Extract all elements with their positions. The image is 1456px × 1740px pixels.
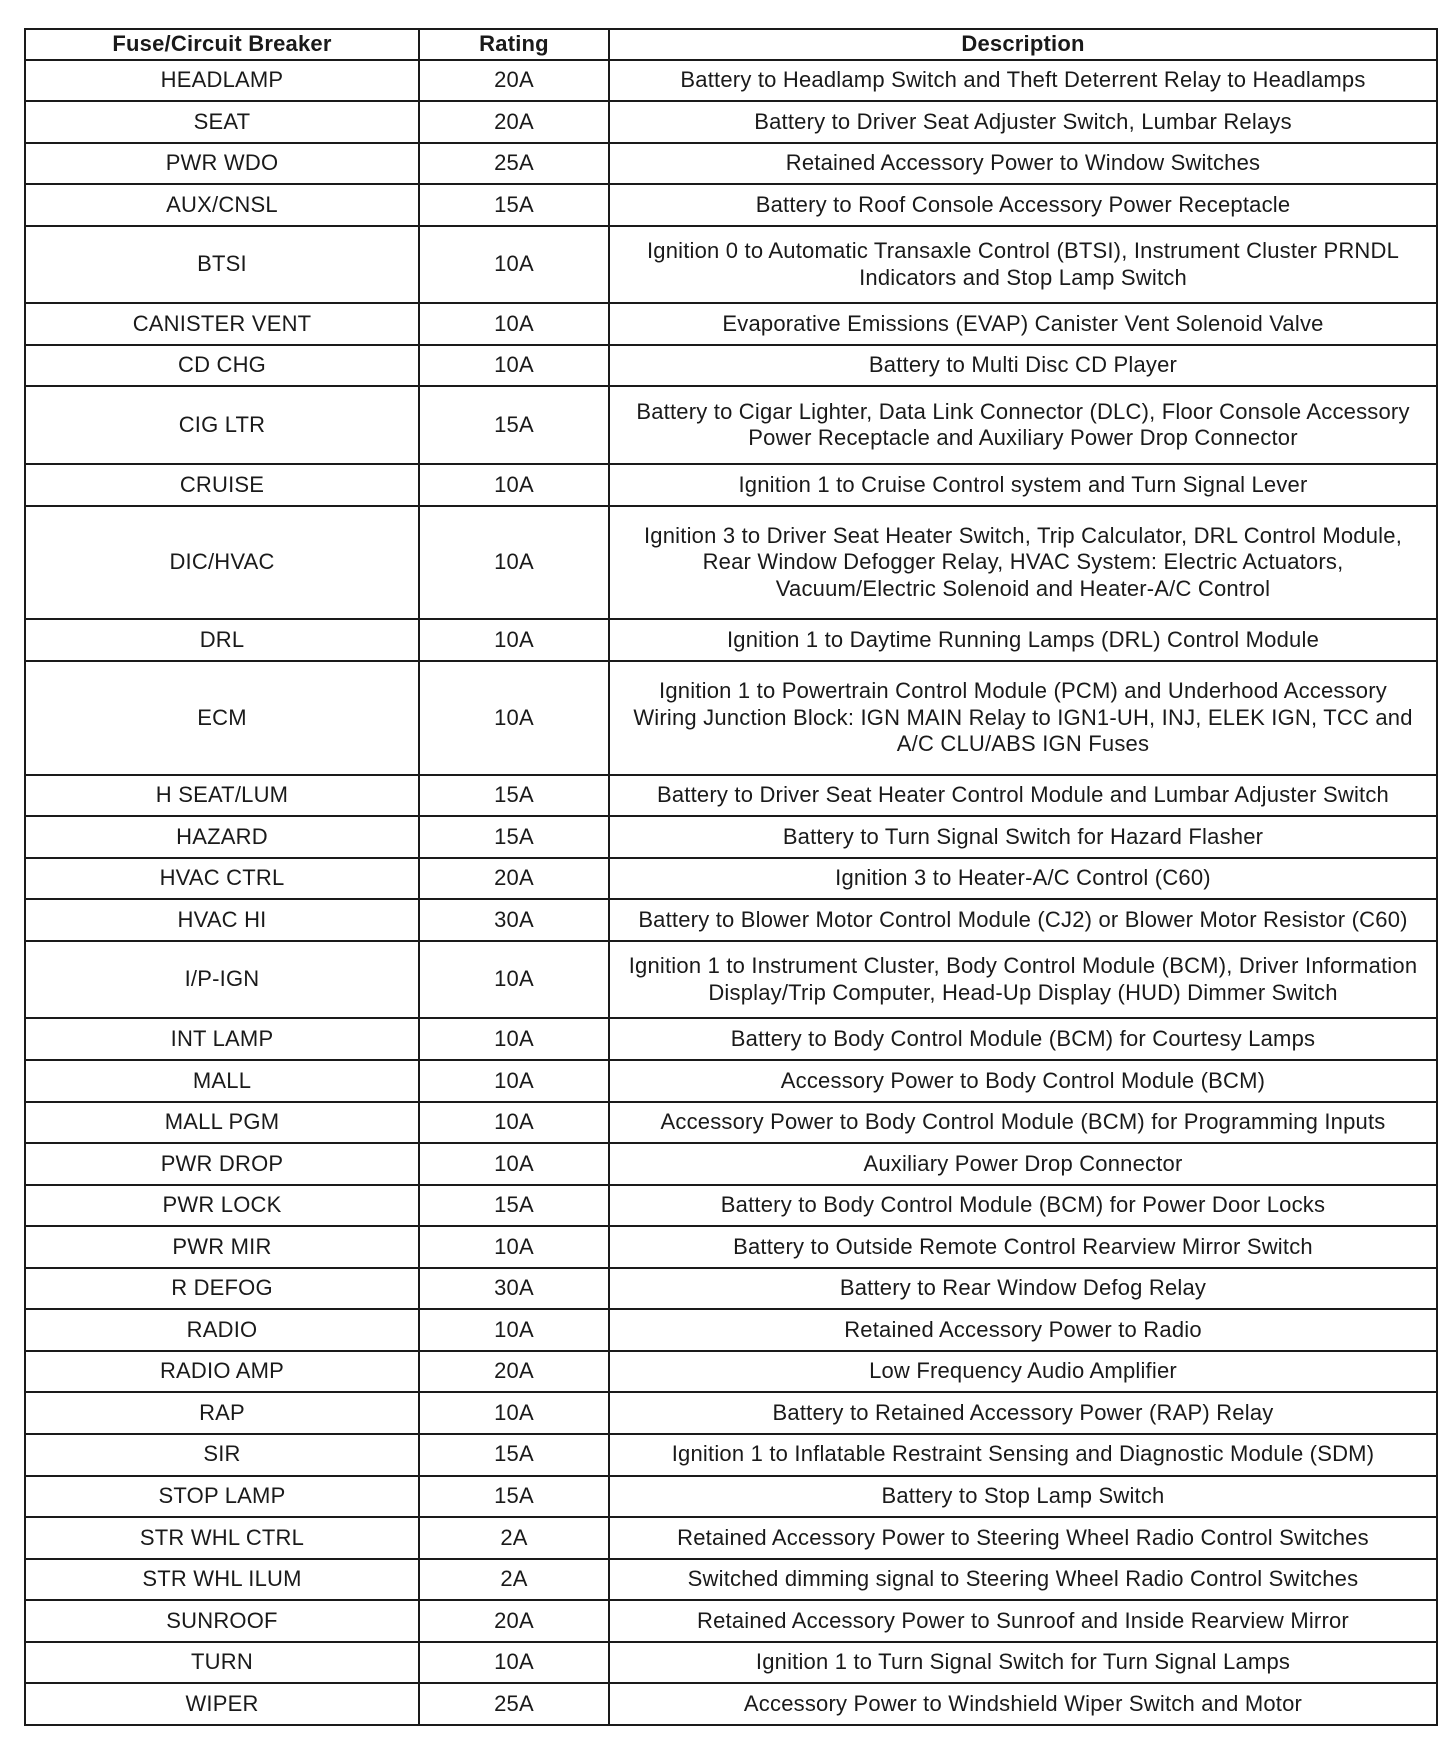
rating-cell: 25A (419, 1683, 609, 1725)
fuse-name-cell: MALL PGM (25, 1102, 419, 1144)
table-row (25, 184, 1437, 226)
description-cell: Battery to Cigar Lighter, Data Link Connector (DLC), Floor Console Accessory Power Receptacle and Auxiliary Power Drop Connector (609, 386, 1437, 464)
table-row (25, 345, 1437, 387)
description-cell: Battery to Rear Window Defog Relay (609, 1268, 1437, 1310)
description-cell: Accessory Power to Body Control Module (BCM) (609, 1060, 1437, 1102)
description-cell: Battery to Blower Motor Control Module (CJ2) or Blower Motor Resistor (C60) (609, 899, 1437, 941)
fuse-name-cell: CRUISE (25, 464, 419, 506)
description-cell: Retained Accessory Power to Sunroof and Inside Rearview Mirror (609, 1600, 1437, 1642)
description-cell: Battery to Outside Remote Control Rearview Mirror Switch (609, 1226, 1437, 1268)
description-cell: Auxiliary Power Drop Connector (609, 1143, 1437, 1185)
rating-cell: 15A (419, 1434, 609, 1476)
table-row (25, 1392, 1437, 1434)
fuse-name-cell: DIC/HVAC (25, 506, 419, 620)
description-cell: Battery to Body Control Module (BCM) for Power Door Locks (609, 1185, 1437, 1227)
fuse-name-cell: CIG LTR (25, 386, 419, 464)
table-row (25, 226, 1437, 304)
fuse-name-cell: CANISTER VENT (25, 303, 419, 345)
description-cell: Accessory Power to Windshield Wiper Switch and Motor (609, 1683, 1437, 1725)
rating-cell: 10A (419, 345, 609, 387)
table-row (25, 1018, 1437, 1060)
rating-cell: 15A (419, 816, 609, 858)
rating-cell: 10A (419, 1143, 609, 1185)
rating-cell: 25A (419, 143, 609, 185)
fuse-name-cell: HVAC HI (25, 899, 419, 941)
rating-cell: 10A (419, 619, 609, 661)
fuse-name-cell: PWR LOCK (25, 1185, 419, 1227)
table-row (25, 1102, 1437, 1144)
rating-cell: 15A (419, 386, 609, 464)
table-row (25, 1309, 1437, 1351)
fuse-name-cell: WIPER (25, 1683, 419, 1725)
description-cell: Ignition 1 to Inflatable Restraint Sensing and Diagnostic Module (SDM) (609, 1434, 1437, 1476)
rating-cell: 15A (419, 1185, 609, 1227)
fuse-table-container (24, 28, 1436, 1726)
description-cell: Ignition 1 to Daytime Running Lamps (DRL) Control Module (609, 619, 1437, 661)
description-cell: Battery to Multi Disc CD Player (609, 345, 1437, 387)
table-row (25, 941, 1437, 1019)
header-rating: Rating (419, 29, 609, 60)
rating-cell: 10A (419, 1392, 609, 1434)
fuse-name-cell: RADIO AMP (25, 1351, 419, 1393)
fuse-name-cell: STR WHL CTRL (25, 1517, 419, 1559)
fuse-name-cell: HEADLAMP (25, 60, 419, 102)
fuse-name-cell: STR WHL ILUM (25, 1559, 419, 1601)
table-row (25, 1434, 1437, 1476)
header-row (25, 29, 1437, 60)
fuse-name-cell: RADIO (25, 1309, 419, 1351)
table-row (25, 1642, 1437, 1684)
table-row (25, 1060, 1437, 1102)
rating-cell: 10A (419, 1060, 609, 1102)
rating-cell: 20A (419, 1351, 609, 1393)
fuse-name-cell: H SEAT/LUM (25, 775, 419, 817)
fuse-name-cell: BTSI (25, 226, 419, 304)
table-row (25, 1559, 1437, 1601)
header-description: Description (609, 29, 1437, 60)
table-body (25, 60, 1437, 1726)
description-cell: Ignition 1 to Turn Signal Switch for Turn Signal Lamps (609, 1642, 1437, 1684)
fuse-name-cell: PWR WDO (25, 143, 419, 185)
rating-cell: 30A (419, 899, 609, 941)
header-fuse: Fuse/Circuit Breaker (25, 29, 419, 60)
description-cell: Ignition 3 to Driver Seat Heater Switch, Trip Calculator, DRL Control Module, Rear Window Defogger Relay, HVAC System: Electric Actuators, Vacuum/Electric Solenoid and Heater-A/C Control (609, 506, 1437, 620)
rating-cell: 10A (419, 464, 609, 506)
fuse-name-cell: SEAT (25, 101, 419, 143)
rating-cell: 10A (419, 941, 609, 1019)
fuse-table (24, 28, 1438, 1726)
fuse-name-cell: AUX/CNSL (25, 184, 419, 226)
table-row (25, 464, 1437, 506)
rating-cell: 2A (419, 1559, 609, 1601)
rating-cell: 20A (419, 101, 609, 143)
description-cell: Battery to Turn Signal Switch for Hazard Flasher (609, 816, 1437, 858)
table-row (25, 1476, 1437, 1518)
table-row (25, 506, 1437, 620)
table-row (25, 858, 1437, 900)
table-row (25, 386, 1437, 464)
rating-cell: 15A (419, 184, 609, 226)
rating-cell: 10A (419, 1309, 609, 1351)
fuse-name-cell: R DEFOG (25, 1268, 419, 1310)
fuse-name-cell: MALL (25, 1060, 419, 1102)
rating-cell: 10A (419, 1642, 609, 1684)
table-row (25, 661, 1437, 775)
table-row (25, 1268, 1437, 1310)
rating-cell: 10A (419, 661, 609, 775)
fuse-name-cell: PWR DROP (25, 1143, 419, 1185)
description-cell: Battery to Stop Lamp Switch (609, 1476, 1437, 1518)
rating-cell: 20A (419, 1600, 609, 1642)
fuse-name-cell: SUNROOF (25, 1600, 419, 1642)
rating-cell: 10A (419, 506, 609, 620)
description-cell: Low Frequency Audio Amplifier (609, 1351, 1437, 1393)
description-cell: Ignition 1 to Cruise Control system and Turn Signal Lever (609, 464, 1437, 506)
fuse-name-cell: HAZARD (25, 816, 419, 858)
table-row (25, 1600, 1437, 1642)
description-cell: Battery to Headlamp Switch and Theft Deterrent Relay to Headlamps (609, 60, 1437, 102)
rating-cell: 15A (419, 775, 609, 817)
description-cell: Ignition 1 to Instrument Cluster, Body Control Module (BCM), Driver Information Display/Trip Computer, Head-Up Display (HUD) Dimmer Switch (609, 941, 1437, 1019)
description-cell: Switched dimming signal to Steering Wheel Radio Control Switches (609, 1559, 1437, 1601)
description-cell: Battery to Driver Seat Adjuster Switch, Lumbar Relays (609, 101, 1437, 143)
rating-cell: 10A (419, 1018, 609, 1060)
table-row (25, 101, 1437, 143)
table-row (25, 1351, 1437, 1393)
fuse-name-cell: PWR MIR (25, 1226, 419, 1268)
table-row (25, 60, 1437, 102)
rating-cell: 15A (419, 1476, 609, 1518)
fuse-name-cell: ECM (25, 661, 419, 775)
table-row (25, 1185, 1437, 1227)
fuse-name-cell: DRL (25, 619, 419, 661)
fuse-name-cell: TURN (25, 1642, 419, 1684)
description-cell: Battery to Retained Accessory Power (RAP) Relay (609, 1392, 1437, 1434)
description-cell: Ignition 3 to Heater-A/C Control (C60) (609, 858, 1437, 900)
table-row (25, 1143, 1437, 1185)
fuse-name-cell: RAP (25, 1392, 419, 1434)
description-cell: Evaporative Emissions (EVAP) Canister Vent Solenoid Valve (609, 303, 1437, 345)
table-row (25, 899, 1437, 941)
table-row (25, 303, 1437, 345)
rating-cell: 2A (419, 1517, 609, 1559)
table-row (25, 1683, 1437, 1725)
table-row (25, 816, 1437, 858)
description-cell: Accessory Power to Body Control Module (BCM) for Programming Inputs (609, 1102, 1437, 1144)
table-header (25, 29, 1437, 60)
fuse-name-cell: I/P-IGN (25, 941, 419, 1019)
description-cell: Battery to Body Control Module (BCM) for Courtesy Lamps (609, 1018, 1437, 1060)
rating-cell: 10A (419, 1102, 609, 1144)
description-cell: Battery to Roof Console Accessory Power Receptacle (609, 184, 1437, 226)
rating-cell: 10A (419, 226, 609, 304)
rating-cell: 10A (419, 1226, 609, 1268)
rating-cell: 20A (419, 60, 609, 102)
description-cell: Retained Accessory Power to Window Switches (609, 143, 1437, 185)
table-row (25, 143, 1437, 185)
fuse-name-cell: STOP LAMP (25, 1476, 419, 1518)
fuse-name-cell: INT LAMP (25, 1018, 419, 1060)
rating-cell: 30A (419, 1268, 609, 1310)
rating-cell: 10A (419, 303, 609, 345)
table-row (25, 775, 1437, 817)
table-row (25, 619, 1437, 661)
description-cell: Ignition 0 to Automatic Transaxle Control (BTSI), Instrument Cluster PRNDL Indicators and Stop Lamp Switch (609, 226, 1437, 304)
rating-cell: 20A (419, 858, 609, 900)
description-cell: Retained Accessory Power to Steering Wheel Radio Control Switches (609, 1517, 1437, 1559)
description-cell: Ignition 1 to Powertrain Control Module (PCM) and Underhood Accessory Wiring Junction Block: IGN MAIN Relay to IGN1-UH, INJ, ELEK IGN, TCC and A/C CLU/ABS IGN Fuses (609, 661, 1437, 775)
description-cell: Battery to Driver Seat Heater Control Module and Lumbar Adjuster Switch (609, 775, 1437, 817)
fuse-name-cell: HVAC CTRL (25, 858, 419, 900)
description-cell: Retained Accessory Power to Radio (609, 1309, 1437, 1351)
table-row (25, 1517, 1437, 1559)
fuse-name-cell: SIR (25, 1434, 419, 1476)
table-row (25, 1226, 1437, 1268)
fuse-name-cell: CD CHG (25, 345, 419, 387)
